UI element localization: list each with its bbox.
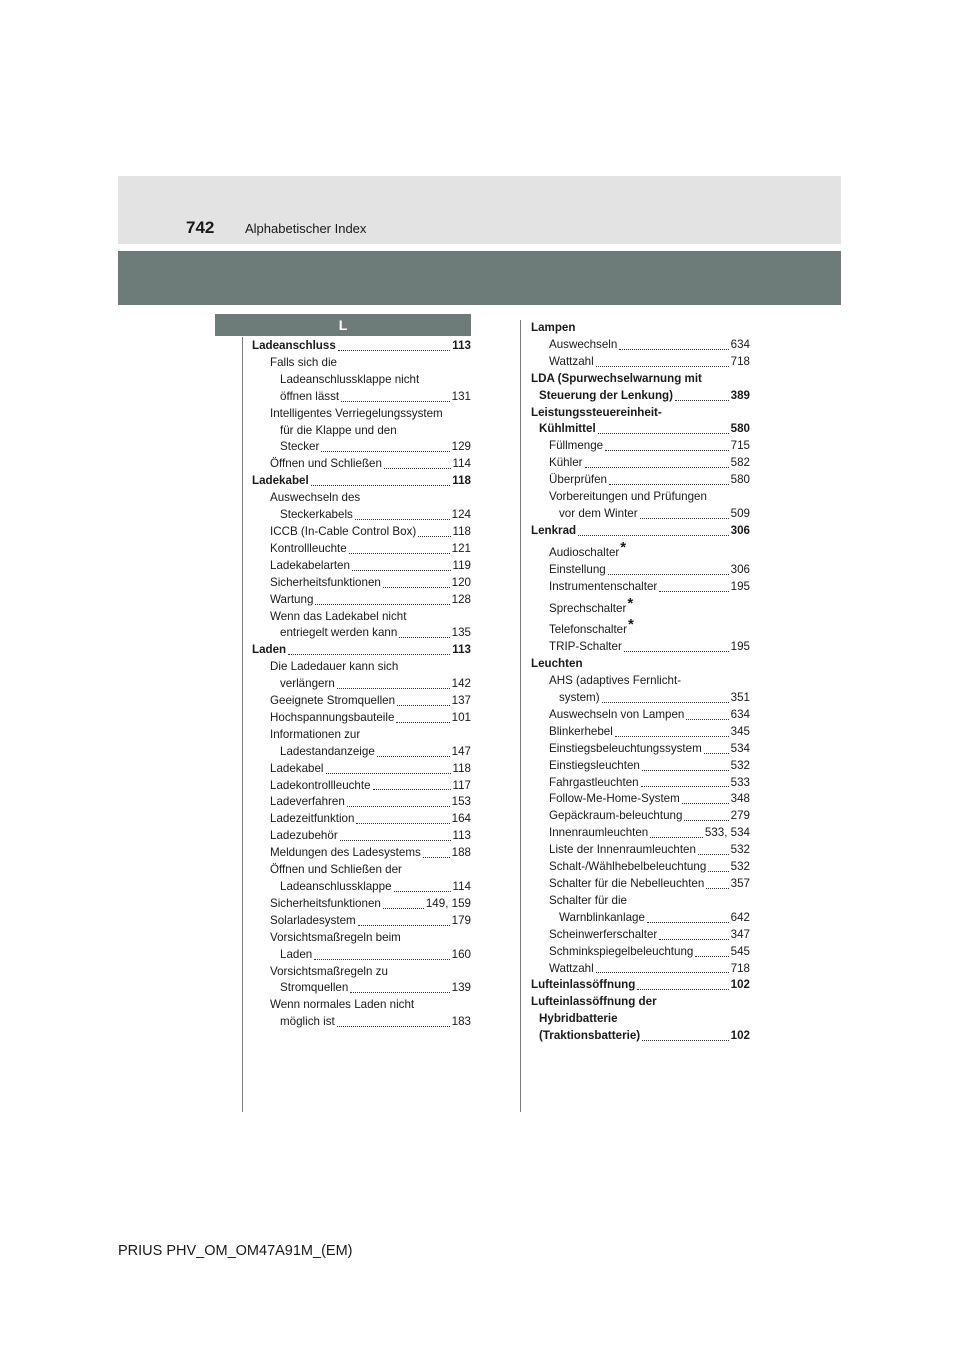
index-entry-text: Schalter für die Nebelleuchten: [549, 877, 705, 890]
dot-leader: [641, 786, 729, 787]
index-entry-text: Leistungssteuereinheit-: [531, 405, 662, 419]
index-entry-text: Wattzahl: [549, 961, 594, 975]
index-page-ref: 142: [451, 677, 471, 691]
index-entry-sub: [252, 439, 471, 456]
index-entry-text: Blinkerhebel: [549, 724, 613, 738]
index-entry-sub: [531, 842, 750, 859]
index-page-ref: 121: [451, 541, 471, 555]
index-entry-text: Ladezeitfunktion: [270, 812, 355, 826]
dot-leader: [686, 719, 728, 720]
index-entry-sub: [531, 579, 750, 596]
index-page-ref: 113: [452, 339, 471, 352]
index-entry-text: Lampen: [531, 321, 576, 334]
index-page-ref: 532: [730, 758, 750, 772]
index-column-left: [252, 338, 471, 1031]
index-entry-text: Scheinwerferschalter: [549, 927, 658, 941]
index-entry-sub: [531, 808, 750, 825]
dot-leader: [684, 820, 728, 821]
index-entry-text: Informationen zur: [270, 727, 361, 741]
index-page-ref: 580: [730, 473, 750, 487]
index-entry-sub: [252, 811, 471, 828]
index-entry-sub: [531, 472, 750, 489]
dot-leader: [356, 823, 449, 824]
index-page-ref: 634: [730, 337, 750, 351]
dot-leader: [659, 591, 728, 592]
dot-leader: [682, 803, 729, 804]
dot-leader: [337, 688, 450, 689]
index-entry-text: Geeignete Stromquellen: [270, 694, 396, 708]
dot-leader: [642, 1040, 729, 1041]
index-entry-sub: [252, 879, 471, 896]
index-entry-text: Auswechseln: [549, 337, 618, 351]
index-page-ref: 164: [451, 812, 471, 826]
index-entry-sub: [531, 489, 750, 506]
dot-leader: [605, 450, 729, 451]
index-entry-sub: [252, 355, 471, 372]
dot-leader: [337, 1026, 450, 1027]
index-entry-text: Schalt-/Wählhebelbeleuchtung: [549, 860, 707, 874]
index-page-ref: 718: [730, 961, 750, 975]
dot-leader: [377, 756, 450, 757]
dot-leader: [383, 908, 424, 909]
index-page-ref: 306: [730, 523, 750, 537]
index-page-ref: 188: [451, 846, 471, 860]
index-entry-main: [531, 977, 750, 994]
index-entry-sub: [252, 794, 471, 811]
index-entry-text: Einstiegsleuchten: [549, 758, 640, 772]
index-entry-sub: [252, 845, 471, 862]
index-entry-sub: [252, 558, 471, 575]
index-entry-main: [531, 320, 750, 337]
index-entry-text: verlängern: [280, 677, 335, 691]
dot-leader: [619, 349, 728, 350]
index-entry-sub: [252, 997, 471, 1014]
index-entry-sub: [531, 724, 750, 741]
index-entry-main: [531, 523, 750, 540]
index-entry-text: Steuerung der Lenkung): [539, 388, 673, 402]
index-entry-sub: [531, 438, 750, 455]
index-entry-text: Intelligentes Verriegelungssystem: [270, 406, 443, 420]
dot-leader: [695, 956, 728, 957]
index-page-ref: 101: [451, 710, 471, 724]
index-page-ref: 347: [730, 927, 750, 941]
index-entry-sub: [252, 744, 471, 761]
index-entry-sub: [531, 876, 750, 893]
index-entry-text: Telefonschalter: [549, 623, 627, 637]
dot-leader: [418, 536, 450, 537]
index-entry-sub: [252, 727, 471, 744]
dot-leader: [355, 519, 450, 520]
index-entry-sub: [252, 710, 471, 727]
index-entry-text: Sprechschalter: [549, 601, 627, 615]
dot-leader: [396, 722, 449, 723]
index-entry-text: Ladekabel: [252, 474, 309, 488]
document-footer: PRIUS PHV_OM_OM47A91M_(EM): [118, 1243, 353, 1259]
index-entry-text: Einstiegsbeleuchtungssystem: [549, 741, 702, 755]
index-entry-sub: [252, 896, 471, 913]
footnote-asterisk: *: [620, 538, 627, 556]
index-entry-text: Stecker: [280, 440, 320, 454]
index-entry-text: Hochspannungsbauteile: [270, 710, 395, 724]
dot-leader: [598, 433, 729, 434]
dot-leader: [708, 871, 728, 872]
index-entry-sub: [531, 825, 750, 842]
index-entry-text: Füllmenge: [549, 439, 604, 453]
index-page-ref: 114: [452, 457, 471, 471]
index-entry-sub: [531, 910, 750, 927]
index-entry-text: Steckerkabels: [280, 508, 353, 522]
index-entry-sub: [531, 506, 750, 523]
dot-leader: [609, 484, 729, 485]
index-entry-text: Follow-Me-Home-System: [549, 792, 680, 806]
index-page-ref: 113: [452, 643, 471, 657]
index-entry-sub: [252, 490, 471, 507]
dot-leader: [596, 972, 729, 973]
index-page-ref: 532: [730, 860, 750, 874]
dot-leader: [659, 939, 728, 940]
index-page-ref: 580: [730, 422, 750, 436]
index-entry-sub: [531, 758, 750, 775]
index-page-ref: 147: [451, 744, 471, 758]
index-page-ref: 279: [730, 809, 750, 823]
index-entry-text: entriegelt werden kann: [280, 626, 398, 640]
index-entry-text: Falls sich die: [270, 355, 338, 369]
index-entry-text: Ladekontrollleuchte: [270, 778, 371, 792]
index-entry-text: Die Ladedauer kann sich: [270, 660, 399, 674]
index-entry-text: Wattzahl: [549, 354, 594, 368]
index-entry-sub: [252, 541, 471, 558]
index-entry-sub: [531, 944, 750, 961]
index-entry-text: Vorsichtsmaßregeln zu: [270, 964, 388, 978]
index-entry-text: Vorsichtsmaßregeln beim: [270, 930, 401, 944]
dot-leader: [704, 753, 729, 754]
index-entry-text: Laden: [252, 643, 287, 657]
index-page-ref: 124: [451, 508, 471, 522]
dot-leader: [383, 587, 450, 588]
index-entry-text: Instrumentenschalter: [549, 579, 658, 593]
index-entry-sub: [252, 389, 471, 406]
index-entry-text: Wenn normales Laden nicht: [270, 998, 415, 1012]
dot-leader: [373, 789, 451, 790]
index-page-ref: 118: [452, 761, 471, 775]
index-entry-text: Vorbereitungen und Prüfungen: [549, 490, 707, 504]
dot-leader: [596, 366, 729, 367]
dot-leader: [341, 401, 450, 402]
index-page-ref: 634: [730, 707, 750, 721]
index-entry-text: Stromquellen: [280, 981, 349, 995]
index-entry-main: [531, 1028, 750, 1045]
index-page-ref: 102: [730, 1029, 750, 1043]
dot-leader: [423, 857, 450, 858]
index-entry-sub: [531, 741, 750, 758]
index-page-ref: 533: [730, 775, 750, 789]
index-entry-text: Hybridbatterie: [539, 1012, 618, 1026]
index-entry-sub: [531, 455, 750, 472]
index-page-ref: 117: [452, 778, 471, 792]
index-page-ref: 195: [730, 579, 750, 593]
dot-leader: [608, 574, 729, 575]
index-entry-sub: [252, 423, 471, 440]
index-page-ref: 345: [730, 724, 750, 738]
index-entry-text: Ladekabelarten: [270, 558, 350, 572]
index-page-ref: 534: [730, 741, 750, 755]
index-entry-text: Ladeanschluss: [252, 339, 336, 352]
index-page-ref: 118: [452, 524, 471, 538]
index-page-ref: 509: [730, 506, 750, 520]
index-page-ref: 348: [730, 792, 750, 806]
index-entry-text: LDA (Spurwechselwarnung mit: [531, 371, 702, 385]
index-page-ref: 137: [451, 694, 471, 708]
index-page-ref: 533, 534: [704, 826, 750, 840]
index-entry-sub: [252, 828, 471, 845]
dot-leader: [698, 854, 729, 855]
index-entry-text: Einstellung: [549, 562, 606, 576]
index-entry-sub: [531, 596, 750, 618]
dot-leader: [650, 837, 703, 838]
right-column-divider: [520, 320, 521, 1112]
index-entry-text: Lufteinlassöffnung der: [531, 995, 657, 1009]
index-entry-text: Kühler: [549, 456, 583, 470]
index-entry-text: TRIP-Schalter: [549, 640, 622, 654]
index-entry-text: Auswechseln des: [270, 491, 361, 505]
index-entry-text: Öffnen und Schließen der: [270, 863, 402, 877]
dot-leader: [314, 959, 449, 960]
dot-leader: [347, 806, 450, 807]
header-band: [118, 176, 841, 244]
index-page-ref: 545: [730, 944, 750, 958]
index-entry-sub: [252, 592, 471, 609]
index-page-ref: 129: [451, 440, 471, 454]
index-entry-text: ICCB (In-Cable Control Box): [270, 524, 417, 538]
index-page-ref: 642: [730, 910, 750, 924]
index-entry-sub: [252, 980, 471, 997]
index-page-ref: 532: [730, 843, 750, 857]
index-entry-text: Wartung: [270, 592, 314, 606]
index-page-ref: 306: [730, 562, 750, 576]
index-entry-main: [252, 338, 471, 355]
index-entry-sub: [531, 673, 750, 690]
index-page-ref: 128: [451, 592, 471, 606]
index-page-ref: 139: [451, 981, 471, 995]
dot-leader: [321, 451, 449, 452]
index-entry-text: Laden: [280, 947, 313, 961]
dot-leader: [349, 553, 450, 554]
index-entry-sub: [252, 778, 471, 795]
page-number: 742: [186, 218, 215, 237]
index-entry-text: Fahrgastleuchten: [549, 775, 639, 789]
index-entry-text: Meldungen des Ladesystems: [270, 846, 421, 860]
index-entry-text: möglich ist: [280, 1015, 335, 1029]
index-entry-text: Innenraumleuchten: [549, 826, 649, 840]
dot-leader: [585, 467, 729, 468]
index-entry-sub: [531, 690, 750, 707]
index-entry-sub: [531, 859, 750, 876]
dot-leader: [647, 922, 729, 923]
index-entry-text: Sicherheitsfunktionen: [270, 575, 381, 589]
index-letter-tab: L: [215, 314, 471, 336]
index-entry-text: Lufteinlassöffnung: [531, 978, 636, 992]
index-entry-text: Öffnen und Schließen: [270, 457, 382, 471]
index-entry-text: (Traktionsbatterie): [539, 1029, 641, 1043]
index-page-ref: 718: [730, 354, 750, 368]
index-page-ref: 153: [451, 795, 471, 809]
index-page-ref: 389: [730, 388, 750, 402]
index-entry-sub: [252, 575, 471, 592]
index-entry-main: [531, 994, 750, 1011]
index-entry-text: Lenkrad: [531, 523, 577, 537]
index-entry-sub: [252, 524, 471, 541]
dot-leader: [399, 637, 449, 638]
dot-leader: [642, 770, 729, 771]
index-entry-text: system): [559, 691, 600, 705]
index-entry-sub: [252, 406, 471, 423]
dot-leader: [397, 705, 450, 706]
index-page-ref: 582: [730, 456, 750, 470]
index-entry-sub: [252, 761, 471, 778]
dot-leader: [624, 651, 729, 652]
index-entry-sub: [531, 617, 750, 639]
index-entry-text: Sicherheitsfunktionen: [270, 896, 381, 910]
index-entry-sub: [531, 639, 750, 656]
index-entry-main: [531, 421, 750, 438]
index-entry-text: Kontrollleuchte: [270, 541, 347, 555]
dot-leader: [340, 840, 451, 841]
index-entry-sub: [531, 337, 750, 354]
index-entry-sub: [252, 507, 471, 524]
index-entry-sub: [531, 791, 750, 808]
index-entry-main: [531, 405, 750, 422]
index-entry-main: [252, 642, 471, 659]
index-entry-text: Ladeanschlussklappe: [280, 880, 392, 893]
index-entry-sub: [252, 1014, 471, 1031]
index-entry-text: Auswechseln von Lampen: [549, 707, 685, 721]
index-entry-text: Kühlmittel: [539, 422, 596, 436]
index-entry-text: Ladezubehör: [270, 829, 338, 843]
footnote-asterisk: *: [627, 616, 634, 634]
index-entry-sub: [252, 372, 471, 389]
index-page-ref: 183: [451, 1015, 471, 1029]
index-entry-sub: [252, 676, 471, 693]
index-entry-main: [252, 473, 471, 490]
index-entry-text: Audioschalter: [549, 545, 620, 559]
index-page-ref: 195: [730, 640, 750, 654]
index-entry-sub: [252, 456, 471, 473]
footnote-asterisk: *: [627, 594, 634, 612]
index-entry-sub: [252, 964, 471, 981]
index-page-ref: 131: [451, 389, 471, 403]
index-entry-sub: [531, 961, 750, 978]
dot-leader: [350, 992, 449, 993]
index-page-ref: 160: [451, 947, 471, 961]
index-entry-text: öffnen lässt: [280, 389, 340, 403]
index-entry-sub: [531, 707, 750, 724]
index-page-ref: 179: [451, 913, 471, 927]
index-entry-main: [531, 388, 750, 405]
index-entry-text: Leuchten: [531, 657, 583, 671]
index-entry-sub: [531, 562, 750, 579]
index-entry-sub: [252, 659, 471, 676]
dot-leader: [578, 535, 729, 536]
header-dark-band: [118, 251, 841, 305]
index-entry-sub: [531, 354, 750, 371]
index-page-ref: 119: [452, 558, 471, 572]
section-title: Alphabetischer Index: [245, 221, 367, 236]
index-entry-text: Warnblinkanlage: [559, 910, 645, 924]
index-entry-text: Solarladesystem: [270, 913, 356, 927]
index-entry-sub: [531, 775, 750, 792]
index-entry-sub: [252, 947, 471, 964]
index-page-ref: 118: [452, 474, 471, 488]
index-page-ref: 120: [451, 575, 471, 589]
dot-leader: [326, 773, 451, 774]
index-column-right: [531, 320, 750, 1045]
index-entry-text: Ladestandanzeige: [280, 744, 375, 758]
index-entry-text: für die Klappe und den: [280, 423, 397, 437]
dot-leader: [315, 604, 449, 605]
dot-leader: [311, 485, 451, 486]
index-entry-text: vor dem Winter: [559, 506, 638, 520]
index-entry-sub: [531, 893, 750, 910]
index-entry-sub: [531, 540, 750, 562]
index-entry-sub: [531, 927, 750, 944]
index-page-ref: 357: [730, 877, 750, 890]
index-entry-text: Ladeanschlussklappe nicht: [280, 372, 420, 386]
index-entry-sub: [252, 693, 471, 710]
index-entry-main: [531, 1011, 750, 1028]
index-entry-sub: [252, 609, 471, 626]
index-entry-sub: [252, 913, 471, 930]
index-entry-sub: [252, 625, 471, 642]
dot-leader: [637, 989, 728, 990]
index-page-ref: 149, 159: [425, 896, 471, 910]
index-entry-text: Ladekabel: [270, 761, 324, 775]
index-page-ref: 114: [452, 880, 471, 893]
index-page-ref: 715: [730, 439, 750, 453]
index-entry-text: Überprüfen: [549, 473, 608, 487]
index-entry-text: Liste der Innenraumleuchten: [549, 843, 696, 857]
index-entry-main: [531, 656, 750, 673]
index-entry-sub: [252, 862, 471, 879]
dot-leader: [706, 888, 728, 889]
index-entry-text: AHS (adaptives Fernlicht-: [549, 674, 682, 688]
index-entry-text: Schminkspiegelbeleuchtung: [549, 944, 694, 958]
dot-leader: [675, 400, 729, 401]
index-page-ref: 113: [452, 829, 471, 843]
index-entry-main: [531, 371, 750, 388]
dot-leader: [338, 350, 451, 351]
dot-leader: [384, 468, 451, 469]
index-page-ref: 135: [451, 626, 471, 640]
dot-leader: [394, 891, 451, 892]
index-entry-text: Wenn das Ladekabel nicht: [270, 609, 407, 623]
dot-leader: [358, 925, 450, 926]
index-entry-text: Gepäckraum-beleuchtung: [549, 809, 683, 823]
dot-leader: [288, 654, 450, 655]
index-entry-sub: [252, 930, 471, 947]
dot-leader: [352, 570, 451, 571]
dot-leader: [602, 702, 729, 703]
index-page-ref: 102: [730, 978, 750, 992]
dot-leader: [615, 736, 729, 737]
left-column-divider: [242, 337, 243, 1112]
dot-leader: [640, 518, 729, 519]
index-page-ref: 351: [730, 691, 750, 705]
index-entry-text: Ladeverfahren: [270, 795, 345, 809]
index-entry-text: Schalter für die: [549, 893, 627, 907]
